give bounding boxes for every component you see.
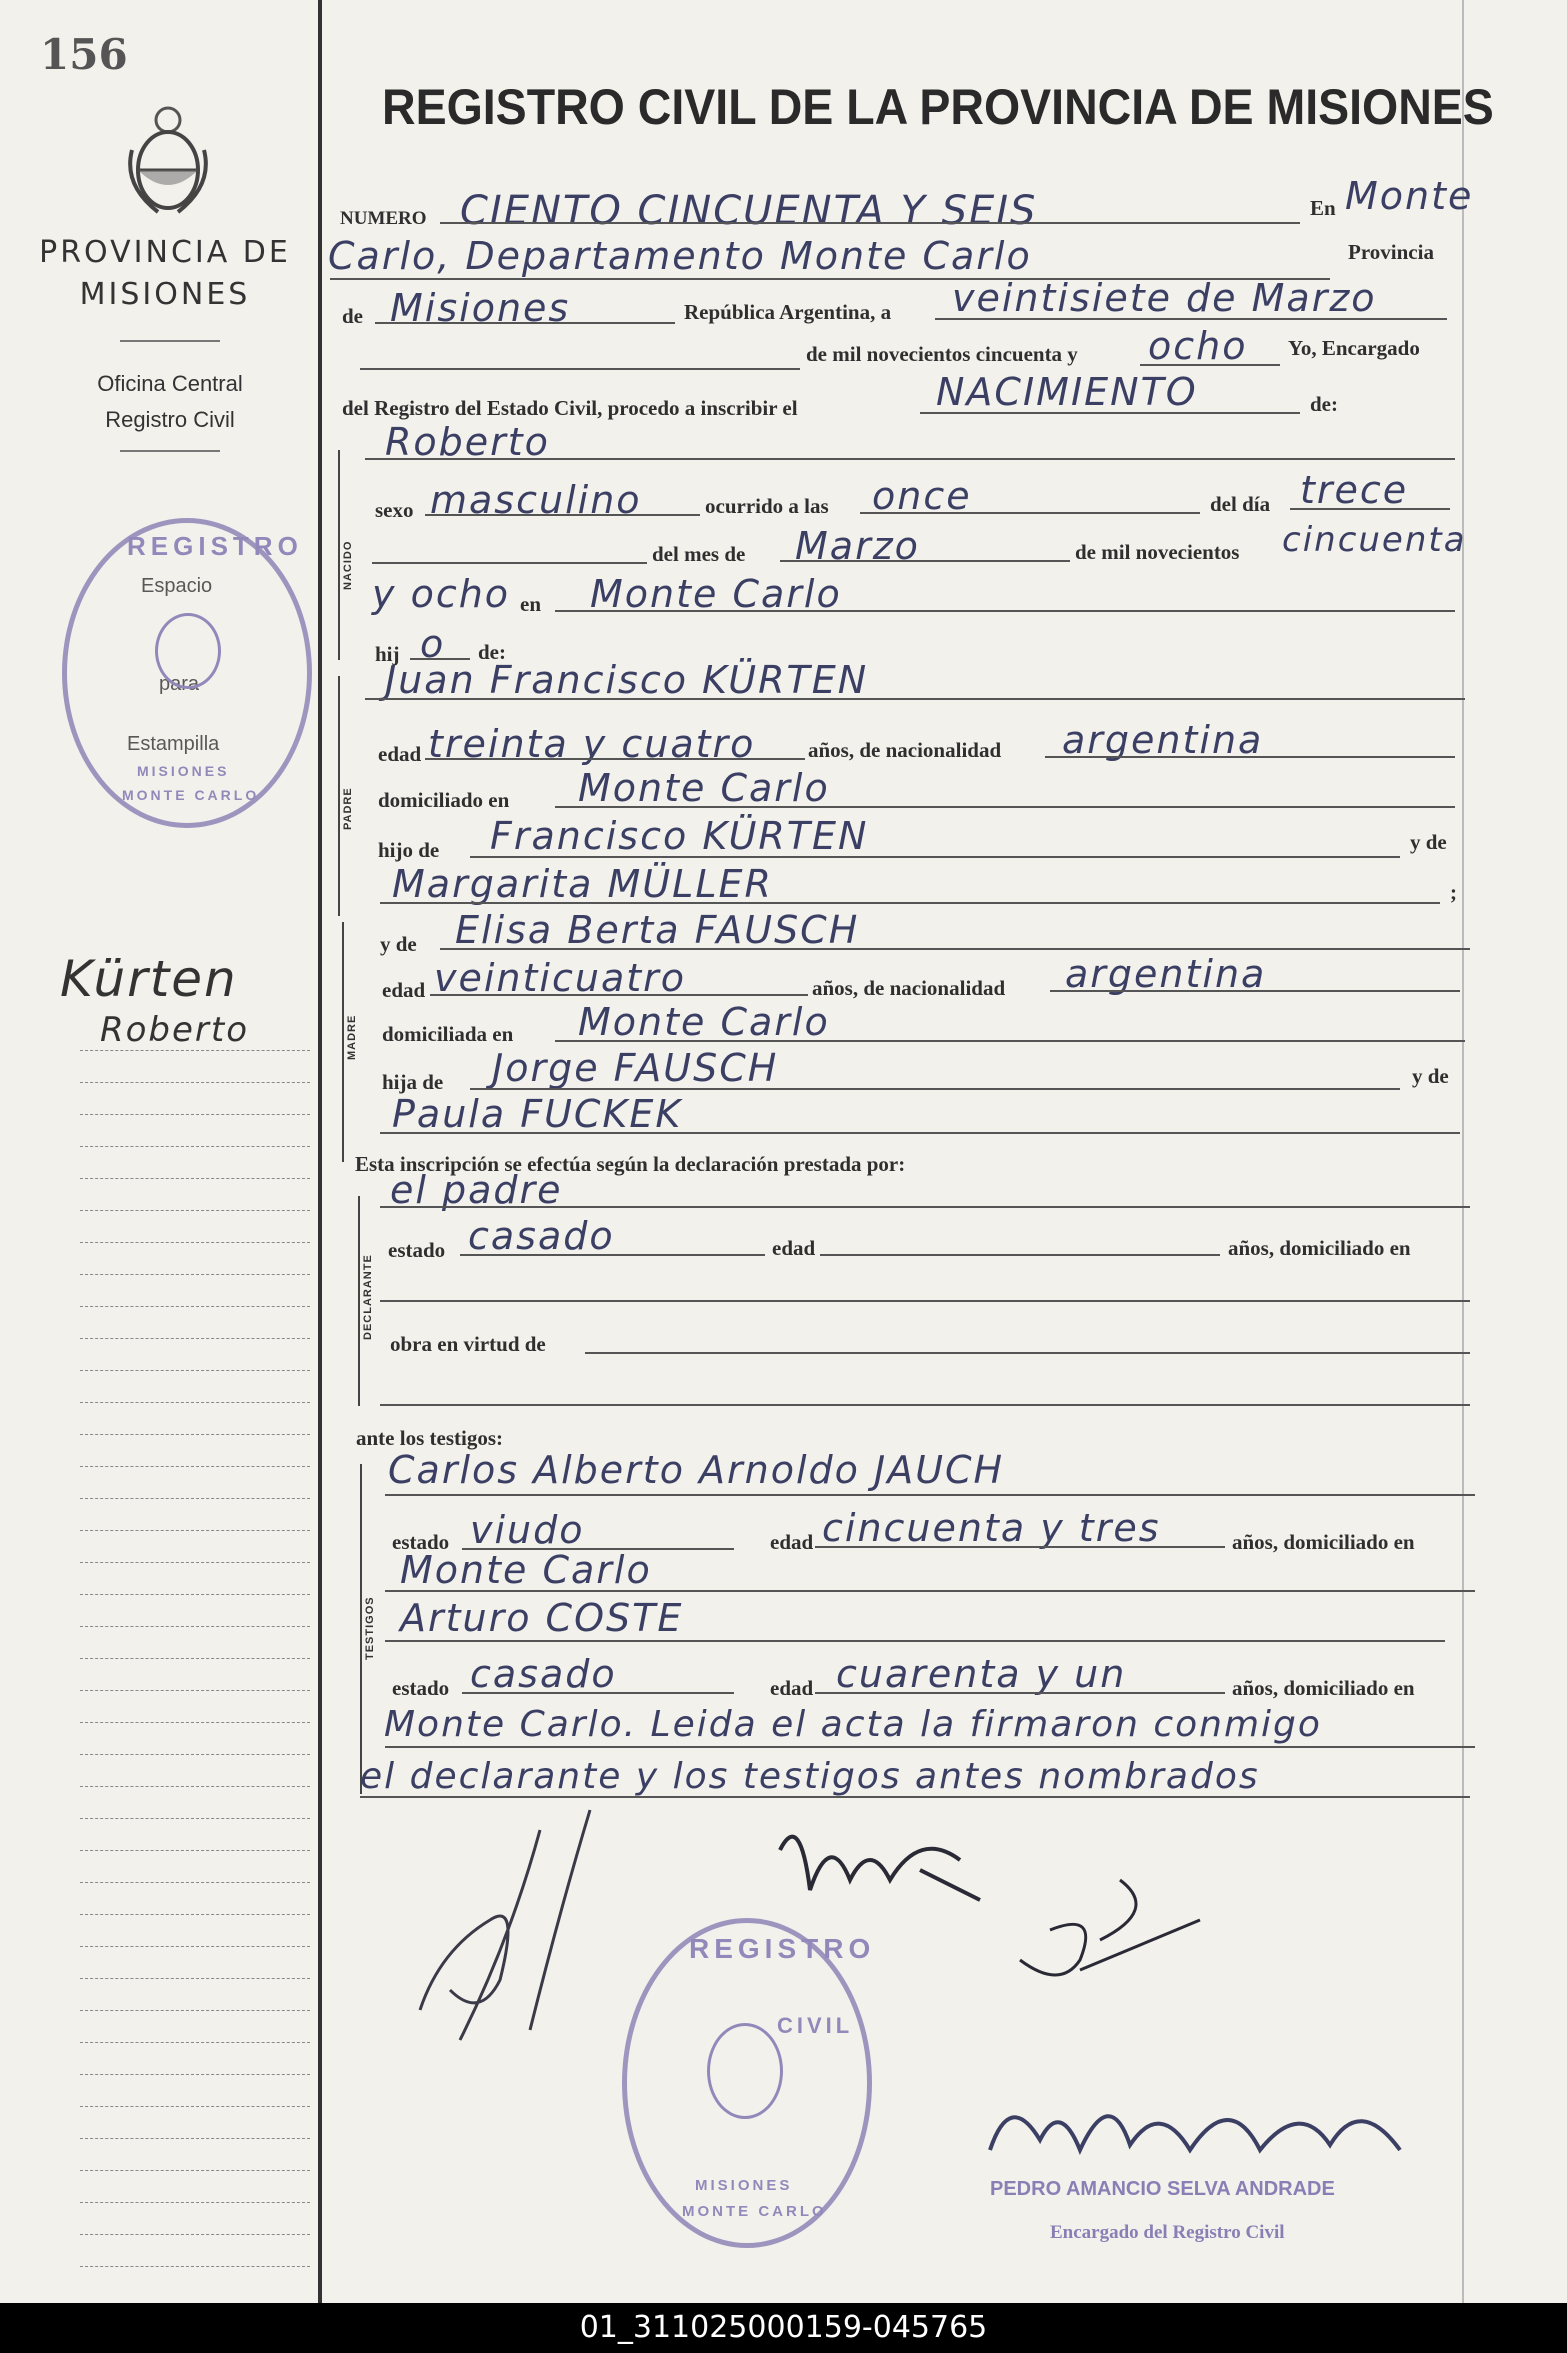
signatory-title: Encargado del Registro Civil [1050, 2222, 1285, 2243]
margin-rule [80, 1690, 310, 1691]
margin-rule [80, 1050, 310, 1051]
margin-rule [80, 1114, 310, 1115]
declarant: el padre [390, 1168, 563, 1212]
margin-rule [80, 1082, 310, 1083]
image-identifier: 01_311025000159-045765 [0, 2303, 1567, 2353]
child-name: Roberto [385, 420, 550, 464]
margin-rule [80, 1466, 310, 1467]
mother-name: Elisa Berta FAUSCH [455, 908, 860, 952]
margin-rule [80, 2074, 310, 2075]
margin-rule [80, 2170, 310, 2171]
margin-rule [80, 1146, 310, 1147]
father-name: Juan Francisco KÜRTEN [385, 658, 869, 702]
office-label: Oficina Central Registro Civil [97, 371, 243, 432]
signatures-drawing [360, 1790, 1460, 2050]
registry-stamp-main: REGISTRO CIVIL MISIONES MONTE CARLO [622, 1918, 872, 2248]
margin-rule [80, 1178, 310, 1179]
margin-rule [80, 1850, 310, 1851]
margin-rule [80, 1338, 310, 1339]
margin-rule [80, 1306, 310, 1307]
margin-rule [80, 1498, 310, 1499]
closing-line-2: el declarante y los testigos antes nombrados [360, 1756, 1260, 1797]
margin-rule [80, 2234, 310, 2235]
closing-line-1: Monte Carlo. Leida el acta la firmaron conmigo [384, 1704, 1322, 1745]
margin-rule [80, 1882, 310, 1883]
margin-rule [80, 1754, 310, 1755]
margin-rule [80, 1946, 310, 1947]
margin-rule [80, 1786, 310, 1787]
margin-rule [80, 1562, 310, 1563]
margin-rule [80, 1242, 310, 1243]
page-number: 156 [40, 30, 128, 79]
margin-rule [80, 1722, 310, 1723]
margin-rule [80, 1434, 310, 1435]
margin-rule [80, 2106, 310, 2107]
margin-rule [80, 1210, 310, 1211]
act-type: NACIMIENTO [936, 370, 1198, 414]
document-title: REGISTRO CIVIL DE LA PROVINCIA DE MISIONES [382, 79, 1494, 135]
margin-rule [80, 1914, 310, 1915]
margin-rule [80, 1658, 310, 1659]
margin-rule [80, 1594, 310, 1595]
signatory-name: PEDRO AMANCIO SELVA ANDRADE [990, 2178, 1335, 2200]
margin-rule [80, 1530, 310, 1531]
witness-1: Carlos Alberto Arnoldo JAUCH [388, 1448, 1005, 1492]
margin-rule [80, 2138, 310, 2139]
document-sheet: 156 PROVINCIA DE MISIONES Oficina Central Registro Civil REGISTRO MISIONES MONTE CARLO Espacio para Estampilla Kürten Roberto REGISTRO CIVIL DE LA PROVINCIA DE MISIONES NUMERO CIENTO CINCUENTA Y SEIS En Monte Carlo, Departamento Monte Carlo Provincia de Misiones República Argentina, a veintisiete de Marzo de mil novecientos cincuenta y ocho Yo, Encargado del Registro del Estado Civil, procedo a inscribir el NACIMIENTO de: NACIDO Roberto sexo masculino ocurrido a las once del día trece del mes de Marzo de mil novecientos cincuenta y ocho en Monte Carlo hij o de: PADRE Juan Francisco KÜRTEN edad treinta y cuatro años, de nacionalidad argentina domiciliado en Monte Carlo hijo de Francisco KÜRTEN y de Margarita MÜLLER ; MADRE y de Elisa Berta FAUSCH edad veinticuatro años, de nacionalidad argentina domiciliada en Monte Carlo hija de Jorge FAUSCH y de Paula FUCKEK Esta inscripción se efectúa según la declaración prestada por: DECLARANTE el padre estado casado edad años, domiciliado en obra en virtud de ante los testigos: TESTIGOS Carlos Alberto Arnoldo JAUCH estado viudo edad cincuenta y tres años, domiciliado en Monte Carlo Arturo COSTE estado casado edad cuarenta y un años, domiciliado en Monte Carlo. Leida el acta la firmaron conmigo el declarante y los testigos antes nombrados REGISTRO CIVIL MISIONES MONTE CARLO PEDRO AMANCIO SELVA ANDRADE Encargado del Registro Civil [0, 0, 1567, 2303]
margin-rule [80, 2202, 310, 2203]
province-label: PROVINCIA DE MISIONES [39, 235, 291, 312]
margin-name: Roberto [100, 1010, 250, 1050]
margin-surname: Kürten [60, 950, 238, 1008]
margin-rule [80, 2042, 310, 2043]
witness-2: Arturo COSTE [400, 1596, 684, 1640]
margin-rule [80, 1370, 310, 1371]
margin-rule [80, 2266, 310, 2267]
coat-of-arms-icon [118, 100, 218, 220]
registry-stamp-sidebar: REGISTRO MISIONES MONTE CARLO Espacio para Estampilla [62, 518, 312, 828]
margin-rule [80, 2010, 310, 2011]
official-signature-drawing [980, 2080, 1430, 2170]
act-number: CIENTO CINCUENTA Y SEIS [460, 188, 1038, 234]
margin-rule [80, 1818, 310, 1819]
margin-rule [80, 1626, 310, 1627]
margin-rule [80, 1402, 310, 1403]
margin-rule [80, 1978, 310, 1979]
margin-rule [80, 1274, 310, 1275]
